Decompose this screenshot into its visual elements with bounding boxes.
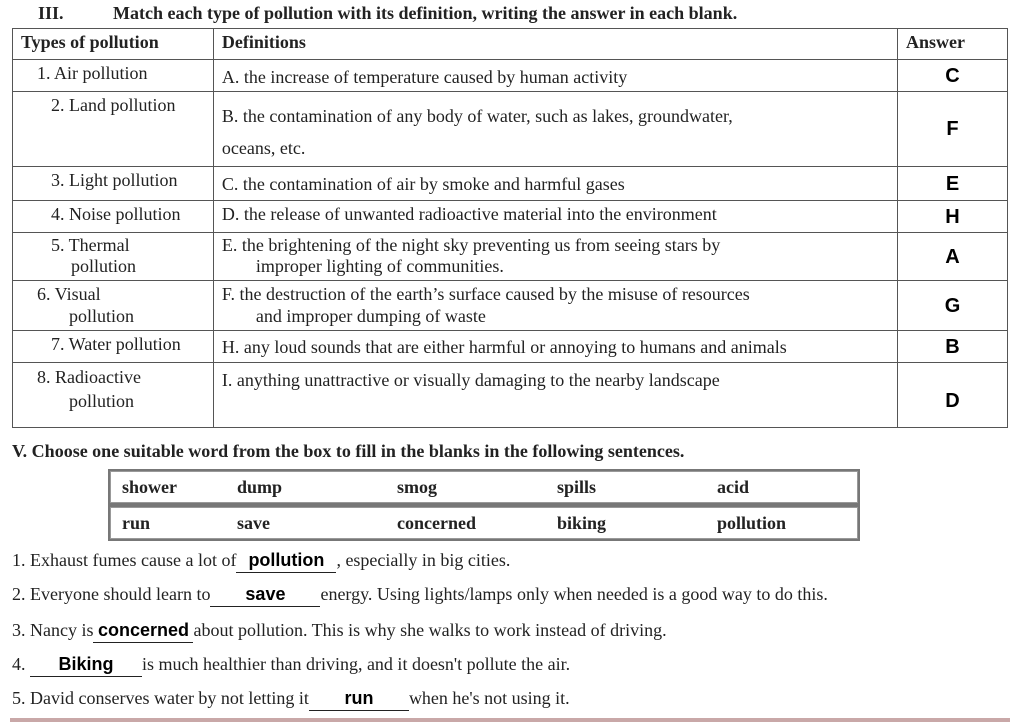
definition-line: E. the brightening of the night sky preventing us from seeing stars by — [221, 235, 721, 255]
word: smog — [397, 477, 437, 497]
answer-cell[interactable]: H — [898, 201, 1008, 233]
sentence-4 — [12, 652, 570, 677]
table-row — [13, 331, 1008, 363]
definition-line: F. the destruction of the earth’s surface caused by the misuse of resources — [221, 284, 750, 304]
section-numeral: III. — [38, 3, 64, 23]
type-line: 5. Thermal — [51, 235, 130, 255]
header-definitions: Definitions — [213, 29, 897, 60]
type-cell: 2. Land pollution — [13, 92, 214, 167]
type-line: pollution — [69, 391, 135, 411]
table-header — [13, 29, 1008, 60]
definition-line: B. the contamination of any body of water, such as lakes, groundwater, — [221, 106, 733, 126]
answer-fill[interactable]: save — [245, 584, 286, 604]
answer-cell[interactable]: C — [898, 60, 1008, 92]
table-row — [13, 363, 1008, 428]
definition-line: improper lighting of communities. — [255, 256, 504, 276]
sentence-text: 4. — [12, 654, 26, 674]
type-cell: 1. Air pollution — [13, 60, 214, 92]
answer-fill[interactable]: run — [344, 688, 374, 708]
type-line: 8. Radioactive — [37, 367, 141, 387]
sentence-text: when he's not using it. — [408, 688, 570, 708]
definition-cell — [213, 233, 897, 281]
section5-instruction: V. Choose one suitable word from the box to fill in the blanks in the following sentences. — [12, 441, 685, 461]
blank[interactable] — [309, 686, 409, 711]
answer-cell[interactable]: A — [898, 233, 1008, 281]
definition-cell: I. anything unattractive or visually damaging to the nearby landscape — [213, 363, 897, 428]
sentence-text: 3. Nancy is — [12, 620, 94, 640]
answer-cell[interactable]: B — [898, 331, 1008, 363]
blank[interactable] — [93, 618, 193, 643]
sentence-text: is much healthier than driving, and it doesn't pollute the air. — [142, 654, 571, 674]
type-cell: 3. Light pollution — [13, 167, 214, 201]
sentence-text: 2. Everyone should learn to — [12, 584, 211, 604]
answer-fill[interactable]: pollution — [248, 550, 325, 570]
word: pollution — [717, 513, 787, 533]
word: shower — [122, 477, 177, 497]
definition-cell: A. the increase of temperature caused by human activity — [213, 60, 897, 92]
sentence-5 — [12, 686, 570, 711]
definition-cell: C. the contamination of air by smoke and harmful gases — [213, 167, 897, 201]
type-line: pollution — [69, 306, 135, 326]
word: acid — [717, 477, 750, 497]
table-row — [13, 92, 1008, 167]
section-instruction: Match each type of pollution with its definition, writing the answer in each blank. — [113, 3, 738, 23]
sentence-2 — [12, 582, 828, 607]
definition-cell — [213, 92, 897, 167]
word: biking — [557, 513, 607, 533]
sentence-1 — [12, 548, 510, 573]
sentence-text: 1. Exhaust fumes cause a lot of — [12, 550, 237, 570]
bottom-rule — [10, 718, 1010, 722]
sentence-text: , especially in big cities. — [336, 550, 511, 570]
sentence-text: about pollution. This is why she walks to work instead of driving. — [193, 620, 667, 640]
type-line: 6. Visual — [37, 284, 101, 304]
answer-cell[interactable]: E — [898, 167, 1008, 201]
header-answer: Answer — [898, 29, 1008, 60]
sentence-text: energy. Using lights/lamps only when needed is a good way to do this. — [320, 584, 828, 604]
blank[interactable] — [30, 652, 142, 677]
table-row — [13, 60, 1008, 92]
matching-table — [12, 28, 1008, 428]
table-row — [13, 281, 1008, 331]
type-cell: 7. Water pollution — [13, 331, 214, 363]
definition-cell: H. any loud sounds that are either harmful or annoying to humans and animals — [213, 331, 897, 363]
type-cell — [13, 281, 214, 331]
definition-cell: D. the release of unwanted radioactive material into the environment — [213, 201, 897, 233]
definition-line: and improper dumping of waste — [255, 306, 486, 326]
answer-cell[interactable]: F — [898, 92, 1008, 167]
word: run — [122, 513, 151, 533]
word: save — [237, 513, 270, 533]
type-line: pollution — [71, 256, 137, 276]
word-box-row — [108, 469, 860, 505]
blank[interactable] — [210, 582, 320, 607]
word: spills — [557, 477, 597, 497]
word: dump — [237, 477, 283, 497]
type-cell — [13, 233, 214, 281]
word-box-row — [108, 505, 860, 541]
sentence-text: 5. David conserves water by not letting it — [12, 688, 309, 708]
type-cell — [13, 363, 214, 428]
blank[interactable] — [236, 548, 336, 573]
answer-fill[interactable]: concerned — [97, 620, 189, 640]
header-types: Types of pollution — [13, 29, 214, 60]
table-row — [13, 167, 1008, 201]
table-row — [13, 233, 1008, 281]
word: concerned — [397, 513, 476, 533]
type-cell: 4. Noise pollution — [13, 201, 214, 233]
answer-cell[interactable]: D — [898, 363, 1008, 428]
table-row — [13, 201, 1008, 233]
answer-fill[interactable]: Biking — [58, 654, 114, 674]
sentence-3 — [12, 618, 667, 643]
definition-line: oceans, etc. — [221, 138, 306, 158]
answer-cell[interactable]: G — [898, 281, 1008, 331]
definition-cell — [213, 281, 897, 331]
